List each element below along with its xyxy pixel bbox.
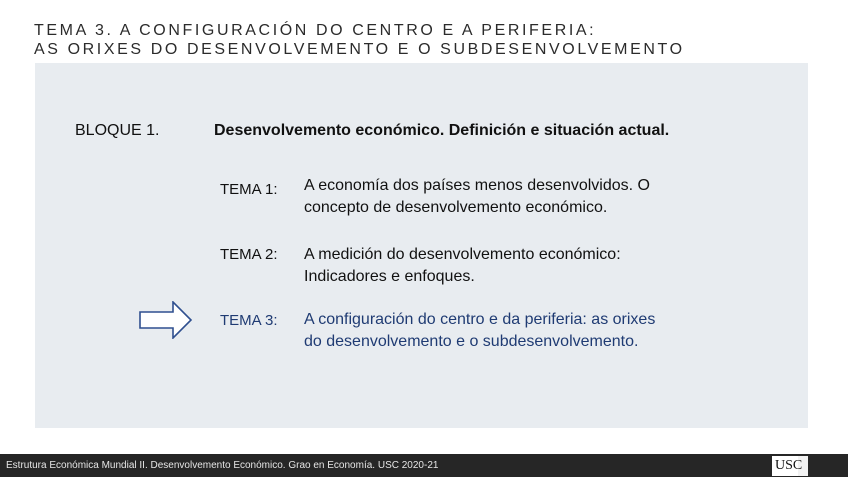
topic-text bbox=[304, 244, 764, 288]
slide-title bbox=[34, 21, 685, 59]
topic-text-line: do desenvolvemento e o subdesenvolvemento. bbox=[304, 333, 639, 350]
topic-text-line: A configuración do centro e da periferia: as orixes bbox=[304, 311, 656, 328]
footer-bar bbox=[0, 454, 848, 477]
right-arrow-icon bbox=[139, 301, 193, 339]
topic-text bbox=[304, 175, 764, 219]
topic-text bbox=[304, 309, 764, 353]
usc-logo: USC bbox=[772, 456, 808, 476]
topic-text-line: A medición do desenvolvemento económico: bbox=[304, 246, 621, 263]
topic-text-line: concepto de desenvolvemento económico. bbox=[304, 199, 608, 216]
topic-label: TEMA 1: bbox=[220, 181, 278, 198]
footer-text: Estrutura Económica Mundial II. Desenvolvemento Económico. Grao en Economía. USC 2020-21 bbox=[6, 460, 439, 471]
slide-title-line-1: TEMA 3. A CONFIGURACIÓN DO CENTRO E A PERIFERIA: bbox=[34, 22, 597, 39]
block-label: BLOQUE 1. bbox=[75, 122, 160, 139]
slide-title-line-2: AS ORIXES DO DESENVOLVEMENTO E O SUBDESENVOLVEMENTO bbox=[34, 41, 685, 58]
topic-label: TEMA 3: bbox=[220, 312, 278, 329]
topic-text-line: Indicadores e enfoques. bbox=[304, 268, 475, 285]
topic-label: TEMA 2: bbox=[220, 246, 278, 263]
topic-text-line: A economía dos países menos desenvolvidos. O bbox=[304, 177, 650, 194]
block-title: Desenvolvemento económico. Definición e situación actual. bbox=[214, 122, 670, 139]
